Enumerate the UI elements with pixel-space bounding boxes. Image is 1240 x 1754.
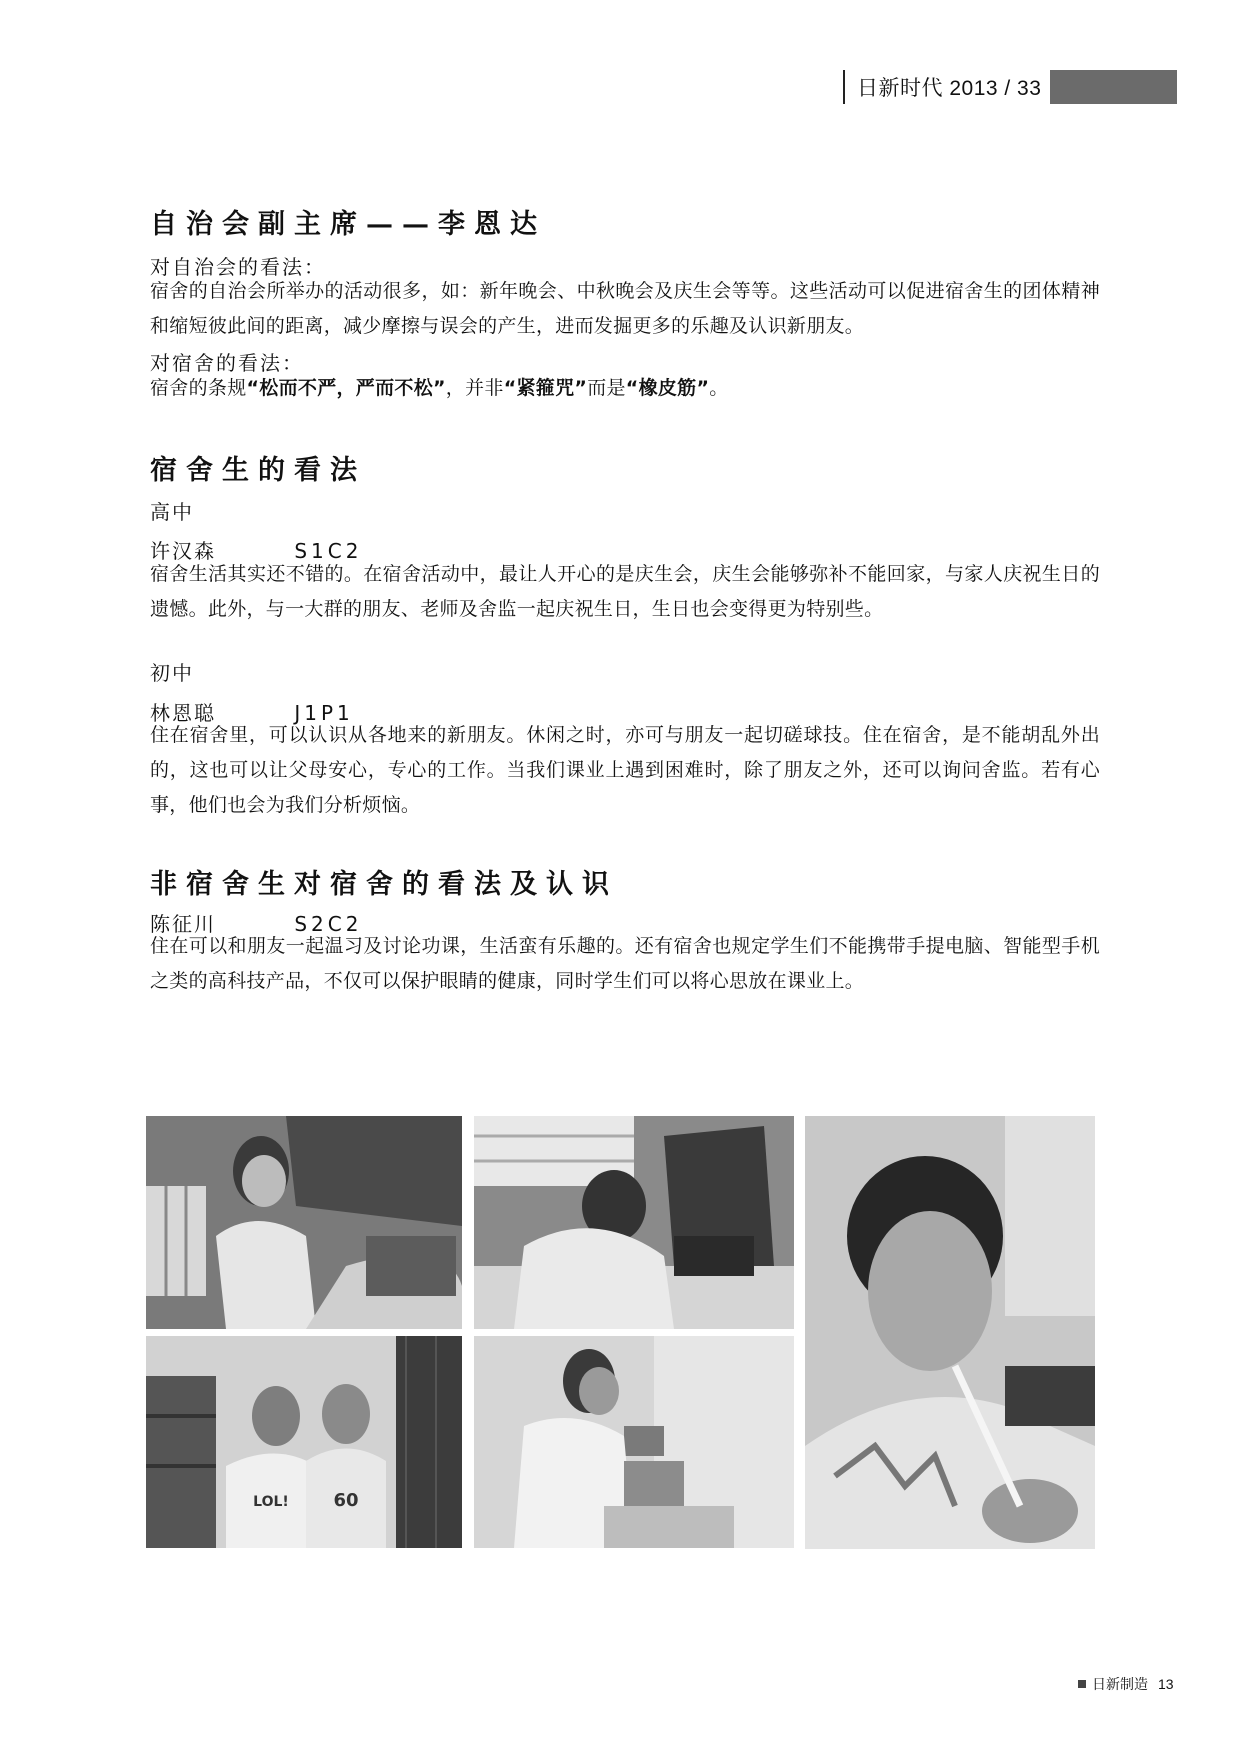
photo-student-sink: [474, 1336, 794, 1548]
photo-two-friends: [146, 1336, 462, 1548]
photo-student-desk: [474, 1116, 794, 1329]
para2-bold2: “紧箍咒”: [503, 377, 588, 399]
photo-tshirt-text-2: 60: [333, 1490, 359, 1511]
student-name: 许汉森: [150, 539, 216, 563]
para2-end: 。: [709, 377, 729, 399]
page-header: [843, 70, 1041, 104]
header-title: 日新时代 2013 / 33: [857, 77, 1042, 100]
section1-sub2: 对宿舍的看法：: [150, 351, 304, 375]
para2-mid1: ，并非: [445, 377, 504, 399]
student-class-code: S2C2: [294, 912, 363, 936]
para2-bold1: “松而不严，严而不松”: [246, 377, 446, 399]
section2-level1: 高中: [150, 500, 194, 524]
student-name: 陈征川: [150, 912, 216, 936]
section2-para1: 宿舍生活其实还不错的。在宿舍活动中，最让人开心的是庆生会，庆生会能够弥补不能回家，与家人庆祝生日的遗憾。此外，与一大群的朋友、老师及舍监一起庆祝生日，生日也会变得更为特别些。: [150, 563, 1100, 620]
section2-heading: 宿舍生的看法: [150, 455, 366, 486]
section3-para1: 住在可以和朋友一起温习及讨论功课，生活蛮有乐趣的。还有宿舍也规定学生们不能携带手提电脑、智能型手机之类的高科技产品，不仅可以保护眼睛的健康，同时学生们可以将心思放在课业上。: [150, 935, 1100, 992]
section2-para2: 住在宿舍里，可以认识从各地来的新朋友。休闲之时，亦可与朋友一起切磋球技。住在宿舍，是不能胡乱外出的，这也可以让父母安心，专心的工作。当我们课业上遇到困难时，除了朋友之外，还可以询问舍监。若有心事，他们也会为我们分析烦恼。: [150, 724, 1100, 816]
student-class-code: J1P1: [294, 701, 354, 725]
section1-sub1: 对自治会的看法：: [150, 255, 326, 279]
student-class-code: S1C2: [294, 539, 363, 563]
header-divider: [843, 70, 845, 104]
header-gray-block: [1050, 70, 1177, 104]
para2-bold3: “橡皮筋”: [625, 377, 710, 399]
section3-heading: 非宿舍生对宿舍的看法及认识: [150, 869, 618, 900]
section2-level2: 初中: [150, 661, 194, 685]
photo-tshirt-text-1: LOL!: [253, 1494, 289, 1510]
footer-square-icon: [1078, 1680, 1086, 1688]
student-name: 林恩聪: [150, 701, 216, 725]
page-number: 13: [1158, 1676, 1174, 1692]
photo-student-writing: [805, 1116, 1095, 1549]
section1-para1: 宿舍的自治会所举办的活动很多，如：新年晚会、中秋晚会及庆生会等等。这些活动可以促进宿舍生的团体精神和缩短彼此间的距离，减少摩擦与误会的产生，进而发掘更多的乐趣及认识新朋友。: [150, 280, 1100, 337]
para2-mid2: 而是: [587, 377, 626, 399]
page-footer: [1078, 1674, 1174, 1694]
footer-label: 日新制造: [1092, 1676, 1148, 1692]
section1-heading: 自治会副主席——李恩达: [150, 209, 546, 240]
section1-para2: [150, 371, 1100, 406]
para2-prefix: 宿舍的条规: [150, 377, 247, 399]
photo-student-bunk-bed: [146, 1116, 462, 1329]
